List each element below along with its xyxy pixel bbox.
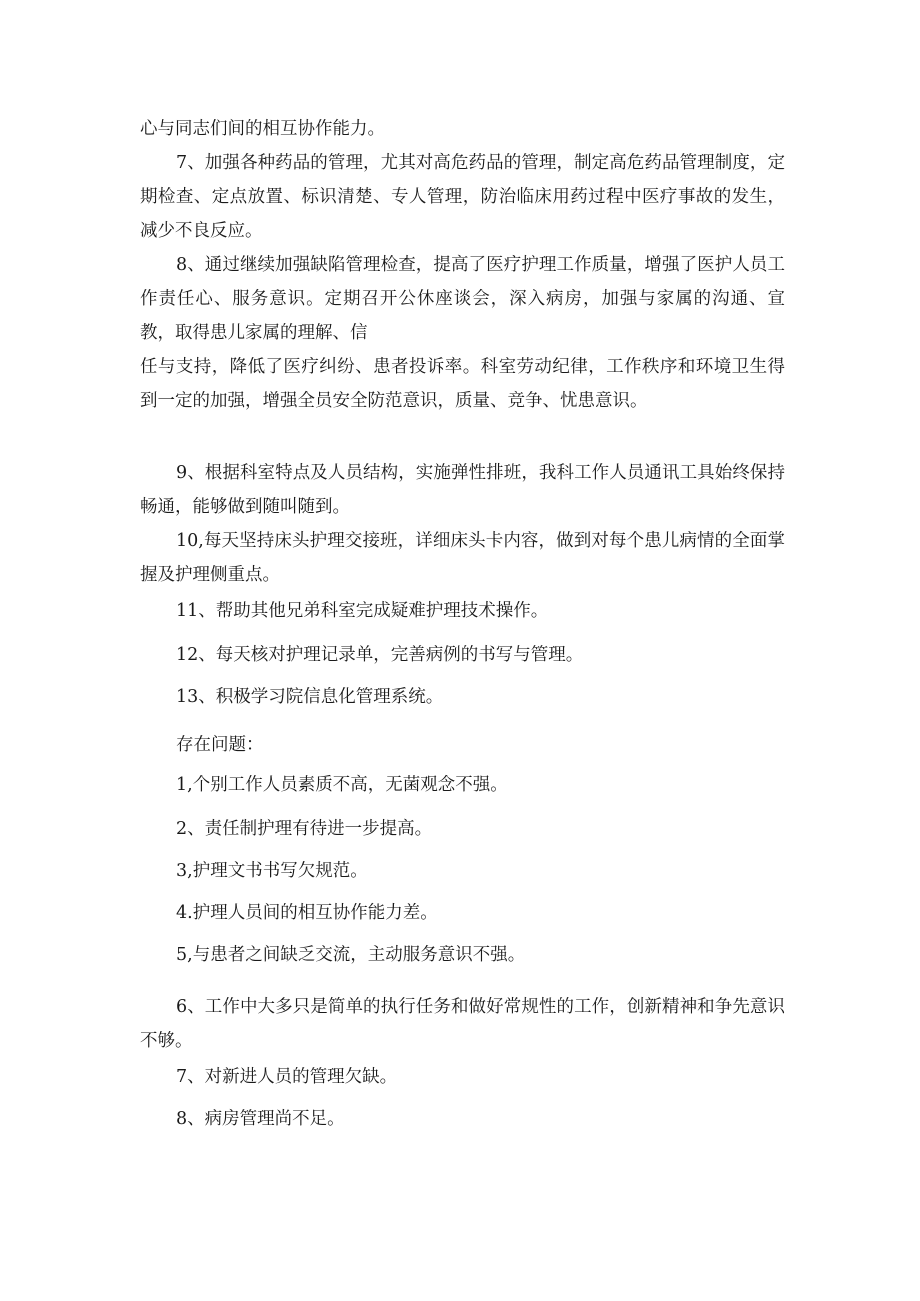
paragraph-item-8: 8、通过继续加强缺陷管理检查，提高了医疗护理工作质量，增强了医护人员工作责任心、服务意识。定期召开公休座谈会，深入病房，加强与家属的沟通、宣教，取得患儿家属的理解、信 bbox=[140, 255, 785, 343]
problem-item-6: 6、工作中大多只是简单的执行任务和做好常规性的工作，创新精神和争先意识不够。 bbox=[140, 997, 785, 1051]
problem-item-7: 7、对新进人员的管理欠缺。 bbox=[176, 1067, 398, 1087]
paragraph-continuation: 心与同志们间的相互协作能力。 bbox=[140, 119, 385, 139]
problem-item-5: 5,与患者之间缺乏交流，主动服务意识不强。 bbox=[176, 945, 526, 965]
paragraph-item-12: 12、每天核对护理记录单，完善病例的书写与管理。 bbox=[176, 645, 584, 665]
paragraph-item-9: 9、根据科室特点及人员结构，实施弹性排班，我科工作人员通讯工具始终保持畅通，能够做到随叫随到。 bbox=[140, 463, 785, 517]
paragraph-item-7: 7、加强各种药品的管理，尤其对高危药品的管理，制定高危药品管理制度，定期检查、定点放置、标识清楚、专人管理，防治临床用药过程中医疗事故的发生，减少不良反应。 bbox=[140, 153, 785, 241]
problem-item-8: 8、病房管理尚不足。 bbox=[176, 1109, 345, 1129]
paragraph-item-13: 13、积极学习院信息化管理系统。 bbox=[176, 687, 444, 707]
paragraph-item-10: 10,每天坚持床头护理交接班，详细床头卡内容，做到对每个患儿病情的全面掌握及护理侧重点。 bbox=[140, 531, 785, 585]
problem-item-4: 4.护理人员间的相互协作能力差。 bbox=[176, 903, 438, 923]
paragraph-item-8-continued: 任与支持，降低了医疗纠纷、患者投诉率。科室劳动纪律，工作秩序和环境卫生得到一定的加强，增强全员安全防范意识，质量、竞争、忧患意识。 bbox=[140, 357, 785, 411]
problems-heading: 存在问题： bbox=[176, 735, 264, 755]
problem-item-2: 2、责任制护理有待进一步提高。 bbox=[176, 819, 433, 839]
problem-item-3: 3,护理文书书写欠规范。 bbox=[176, 861, 368, 881]
problem-item-1: 1,个别工作人员素质不高，无菌观念不强。 bbox=[176, 775, 508, 795]
paragraph-item-11: 11、帮助其他兄弟科室完成疑难护理技术操作。 bbox=[176, 601, 549, 621]
